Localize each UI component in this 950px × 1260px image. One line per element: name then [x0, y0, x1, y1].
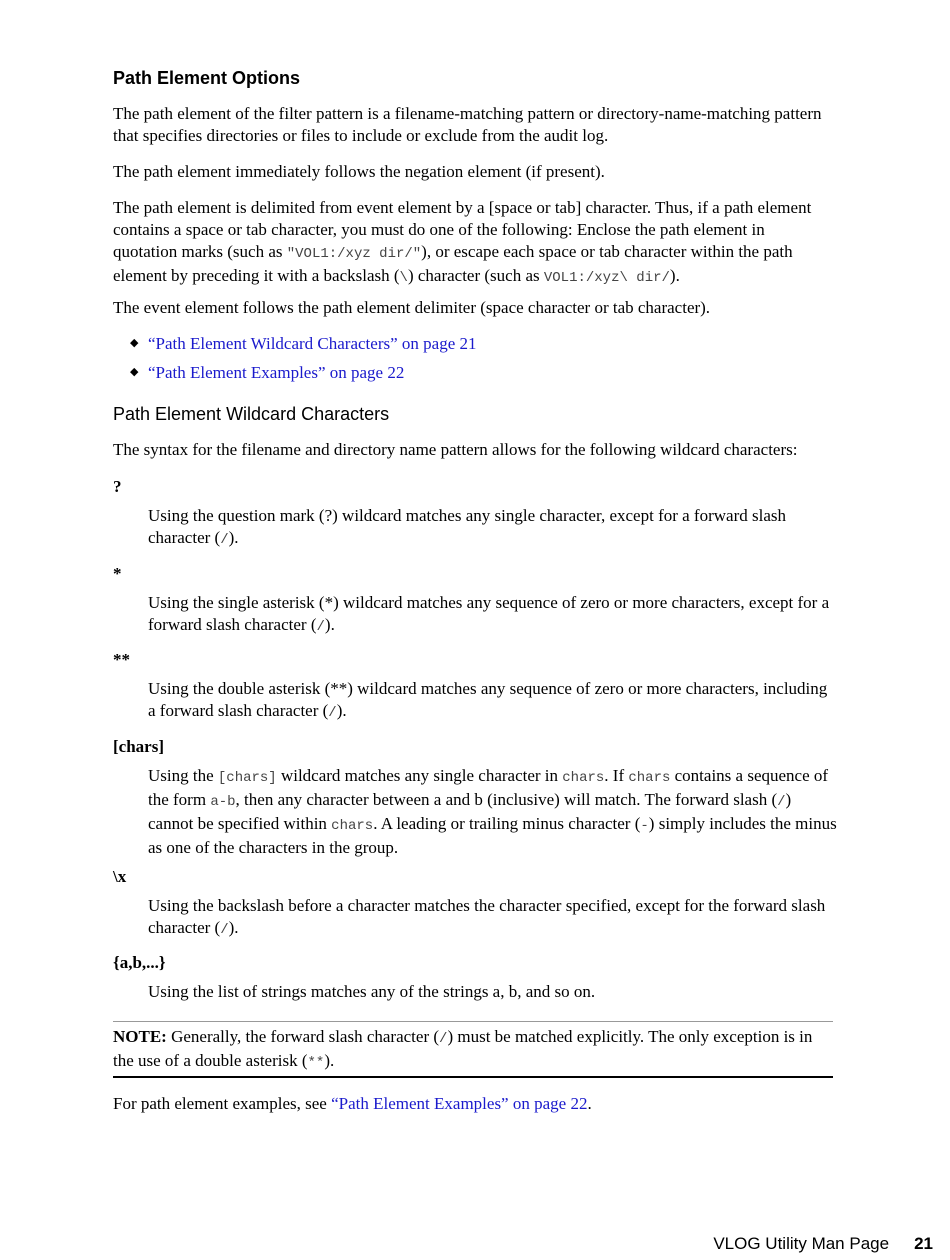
list-item [113, 362, 833, 391]
definition-double-asterisk: Using the double asterisk (**) wildcard matches any sequence of zero or more characters, including a forward slash character (/). [148, 679, 828, 721]
note-bottom-rule [113, 1076, 833, 1078]
link-list [113, 333, 833, 391]
paragraph-intro: The path element of the filter pattern is a filename-matching pattern or directory-name-matching pattern that specifies directories or files to include or exclude from the audit log. [113, 104, 822, 145]
term-string-list: {a,b,...} [113, 953, 166, 972]
definition-question-mark: Using the question mark (?) wildcard matches any single character, except for a forward slash character (/). [148, 506, 786, 548]
note-top-rule [113, 1021, 833, 1022]
link-wildcard-characters[interactable]: “Path Element Wildcard Characters” on page 21 [148, 334, 477, 353]
term-backslash-x: \x [113, 867, 127, 886]
paragraph-delimiter: The path element is delimited from event element by a [space or tab] character. Thus, if a path element contains a space or tab character, you must do one of the following: Enclose the path element in quotation marks (such as "VOL1:/xyz dir/"), or escape each space or tab character within the path element by preceding it with a backslash (\) character (such as VOL1:/xyz\ dir/). [113, 198, 812, 286]
footer-title: VLOG Utility Man Page [713, 1234, 890, 1253]
term-question-mark: ? [113, 477, 122, 496]
link-path-examples[interactable]: “Path Element Examples” on page 22 [148, 363, 405, 382]
paragraph-closing: For path element examples, see “Path Element Examples” on page 22. [113, 1094, 592, 1113]
diamond-bullet-icon: ◆ [130, 337, 139, 349]
term-double-asterisk: ** [113, 650, 130, 669]
definition-chars: Using the [chars] wildcard matches any single character in chars. If chars contains a sequence of the form a-b, then any character between a and b (inclusive) will match. The forward slash (/) cannot be specified within chars. A leading or trailing minus character (-) simply includes the minus as one of the characters in the group. [148, 766, 837, 857]
page-footer [713, 1234, 933, 1254]
code-backslash: \ [399, 270, 408, 286]
definition-string-list: Using the list of strings matches any of the strings a, b, and so on. [148, 982, 596, 1001]
paragraph-negation: The path element immediately follows the negation element (if present). [113, 162, 605, 181]
diamond-bullet-icon: ◆ [130, 366, 139, 378]
term-chars: [chars] [113, 737, 164, 756]
link-path-examples-inline[interactable]: “Path Element Examples” on page 22 [331, 1094, 588, 1113]
paragraph-syntax: The syntax for the filename and directory name pattern allows for the following wildcard characters: [113, 440, 798, 459]
list-item [113, 333, 833, 362]
definition-asterisk: Using the single asterisk (*) wildcard matches any sequence of zero or more characters, except for a forward slash character (/). [148, 593, 830, 635]
section-heading: Path Element Options [113, 68, 301, 88]
page-number: 21 [914, 1234, 933, 1253]
term-asterisk: * [113, 564, 122, 583]
paragraph-event: The event element follows the path element delimiter (space character or tab character). [113, 298, 711, 317]
code-example-escaped: VOL1:/xyz\ dir/ [543, 270, 670, 286]
subsection-heading: Path Element Wildcard Characters [113, 404, 390, 424]
note-box: NOTE: Generally, the forward slash character (/) must be matched explicitly. The only exception is in the use of a double asterisk (**). [113, 1027, 813, 1071]
note-label: NOTE: [113, 1027, 167, 1046]
code-example-quoted: "VOL1:/xyz dir/" [286, 246, 422, 262]
definition-backslash-x: Using the backslash before a character matches the character specified, except for the forward slash character (/). [148, 896, 826, 938]
